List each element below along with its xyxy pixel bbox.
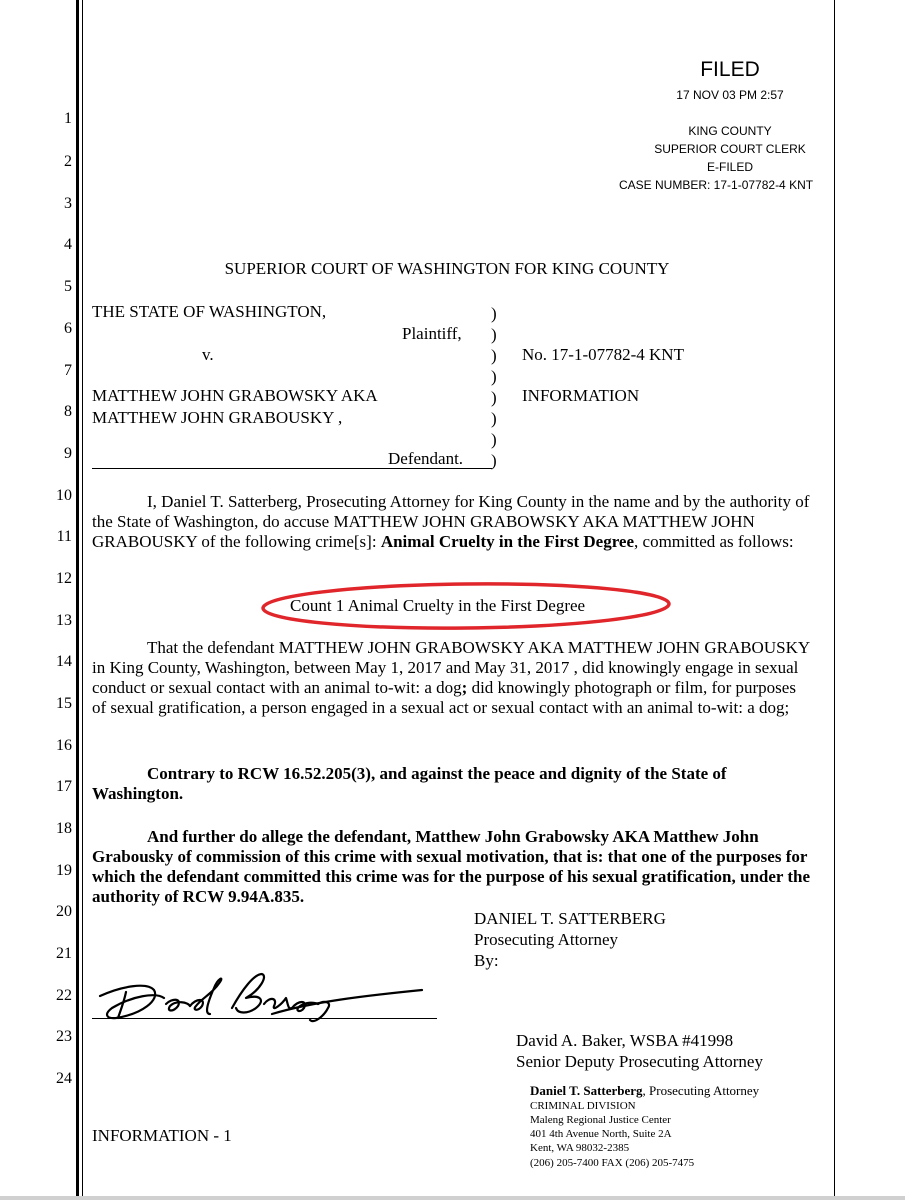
filed-efiled: E-FILED	[706, 160, 753, 174]
caption-paren: )	[491, 388, 497, 407]
line-number: 11	[56, 528, 72, 545]
intro-text: I, Daniel T. Satterberg, Prosecuting Attorney for King County in the name and by the authority of the State of Washington, do accuse MATTHEW JOHN GRABOWSKY AKA MATTHEW JOHN GRABOUSKY of the following crime[s]:	[92, 492, 810, 551]
defendant-label: Defendant.	[388, 449, 464, 468]
line-number: 17	[56, 778, 72, 795]
office-name-bold: Daniel T. Satterberg	[530, 1083, 643, 1098]
line-number: 22	[56, 987, 72, 1004]
line-number: 5	[64, 278, 72, 295]
line-number: 13	[56, 612, 72, 629]
caption-paren: )	[491, 367, 497, 386]
line-number: 21	[56, 945, 72, 962]
line-number: 23	[56, 1028, 72, 1045]
caption-paren: )	[491, 304, 497, 323]
margin-line-left-inner	[82, 0, 83, 1196]
line-number: 15	[56, 695, 72, 712]
footer-document-label: INFORMATION - 1	[92, 1126, 232, 1145]
filed-case-number: CASE NUMBER: 17-1-07782-4 KNT	[619, 178, 814, 192]
handwritten-signature	[92, 968, 432, 1030]
caption-paren: )	[491, 451, 497, 470]
defendant-name-line2: MATTHEW JOHN GRABOUSKY ,	[92, 408, 343, 427]
defendant-name-line1: MATTHEW JOHN GRABOWSKY AKA	[92, 386, 378, 405]
signature-by: By:	[474, 951, 499, 970]
prosecutor-name: DANIEL T. SATTERBERG	[474, 909, 666, 928]
caption-rule	[92, 468, 492, 469]
line-number: 20	[56, 903, 72, 920]
deputy-title: Senior Deputy Prosecuting Attorney	[516, 1052, 763, 1071]
line-number: 9	[64, 445, 72, 462]
count-body	[92, 638, 812, 718]
line-number: 18	[56, 820, 72, 837]
caption-paren: )	[491, 346, 497, 365]
caption-paren: )	[491, 325, 497, 344]
filed-county: KING COUNTY	[688, 124, 772, 138]
filed-clerk: SUPERIOR COURT CLERK	[654, 142, 806, 156]
margin-line-left-outer	[76, 0, 79, 1196]
deputy-name: David A. Baker, WSBA #41998	[516, 1031, 734, 1050]
line-number: 4	[64, 236, 72, 253]
intro-charge: Animal Cruelty in the First Degree	[380, 532, 635, 551]
line-number: 14	[56, 653, 72, 670]
line-number: 1	[64, 110, 72, 127]
count-heading: Count 1 Animal Cruelty in the First Degree	[290, 596, 586, 615]
signature-line	[92, 1018, 437, 1019]
intro-text-end: , committed as follows:	[634, 532, 794, 551]
count-body-text-2: did knowingly photograph or film, for purposes of sexual gratification, a person engaged in a sexual act or sexual contact with an animal to-wit: a dog;	[92, 678, 796, 717]
line-number: 2	[64, 153, 72, 170]
caption-paren: )	[491, 409, 497, 428]
line-number: 6	[64, 320, 72, 337]
line-number: 16	[56, 737, 72, 754]
office-city: Kent, WA 98032-2385	[530, 1142, 630, 1154]
office-phone: (206) 205-7400 FAX (206) 205-7475	[530, 1157, 695, 1169]
office-address: 401 4th Avenue North, Suite 2A	[530, 1128, 672, 1140]
document-type: INFORMATION	[522, 386, 640, 405]
count-body-text: That the defendant MATTHEW JOHN GRABOWSKY AKA MATTHEW JOHN GRABOUSKY in King County, Washington, between May 1, 2017 and May 31, 2017 , did knowingly engage in sexual conduct or sexual contact with an animal to-wit: a dog	[92, 638, 810, 697]
office-name	[530, 1083, 759, 1099]
filed-date: 17 NOV 03 PM 2:57	[676, 88, 784, 102]
plaintiff-label: Plaintiff,	[402, 324, 462, 343]
line-number: 19	[56, 862, 72, 879]
line-number: 7	[64, 362, 72, 379]
line-number: 3	[64, 195, 72, 212]
prosecutor-title: Prosecuting Attorney	[474, 930, 619, 949]
sexual-motivation-allegation: And further do allege the defendant, Matthew John Grabowsky AKA Matthew John Grabousky of commission of this crime with sexual motivation, that is: that one of the purposes for which the defendant committed this crime was for the purpose of his sexual gratification, under the authority of RCW 9.94A.835.	[92, 827, 811, 906]
page-bottom-edge	[0, 1196, 905, 1200]
line-number: 10	[56, 487, 72, 504]
count-body-semicolon: ;	[461, 678, 468, 697]
intro-paragraph	[92, 492, 812, 552]
line-number: 24	[56, 1070, 72, 1087]
line-number: 12	[56, 570, 72, 587]
line-number: 8	[64, 403, 72, 420]
caption-paren: )	[491, 430, 497, 449]
filed-stamp: FILED	[700, 58, 760, 81]
case-number: No. 17-1-07782-4 KNT	[522, 345, 684, 364]
versus: v.	[202, 345, 214, 364]
margin-line-right	[834, 0, 835, 1196]
office-division: CRIMINAL DIVISION	[530, 1100, 636, 1112]
office-name-rest: , Prosecuting Attorney	[642, 1083, 760, 1098]
contrary-statement: Contrary to RCW 16.52.205(3), and against the peace and dignity of the State of Washington.	[92, 764, 727, 803]
office-center: Maleng Regional Justice Center	[530, 1114, 671, 1126]
plaintiff-name: THE STATE OF WASHINGTON,	[92, 302, 327, 321]
court-title: SUPERIOR COURT OF WASHINGTON FOR KING COUNTY	[224, 259, 670, 278]
